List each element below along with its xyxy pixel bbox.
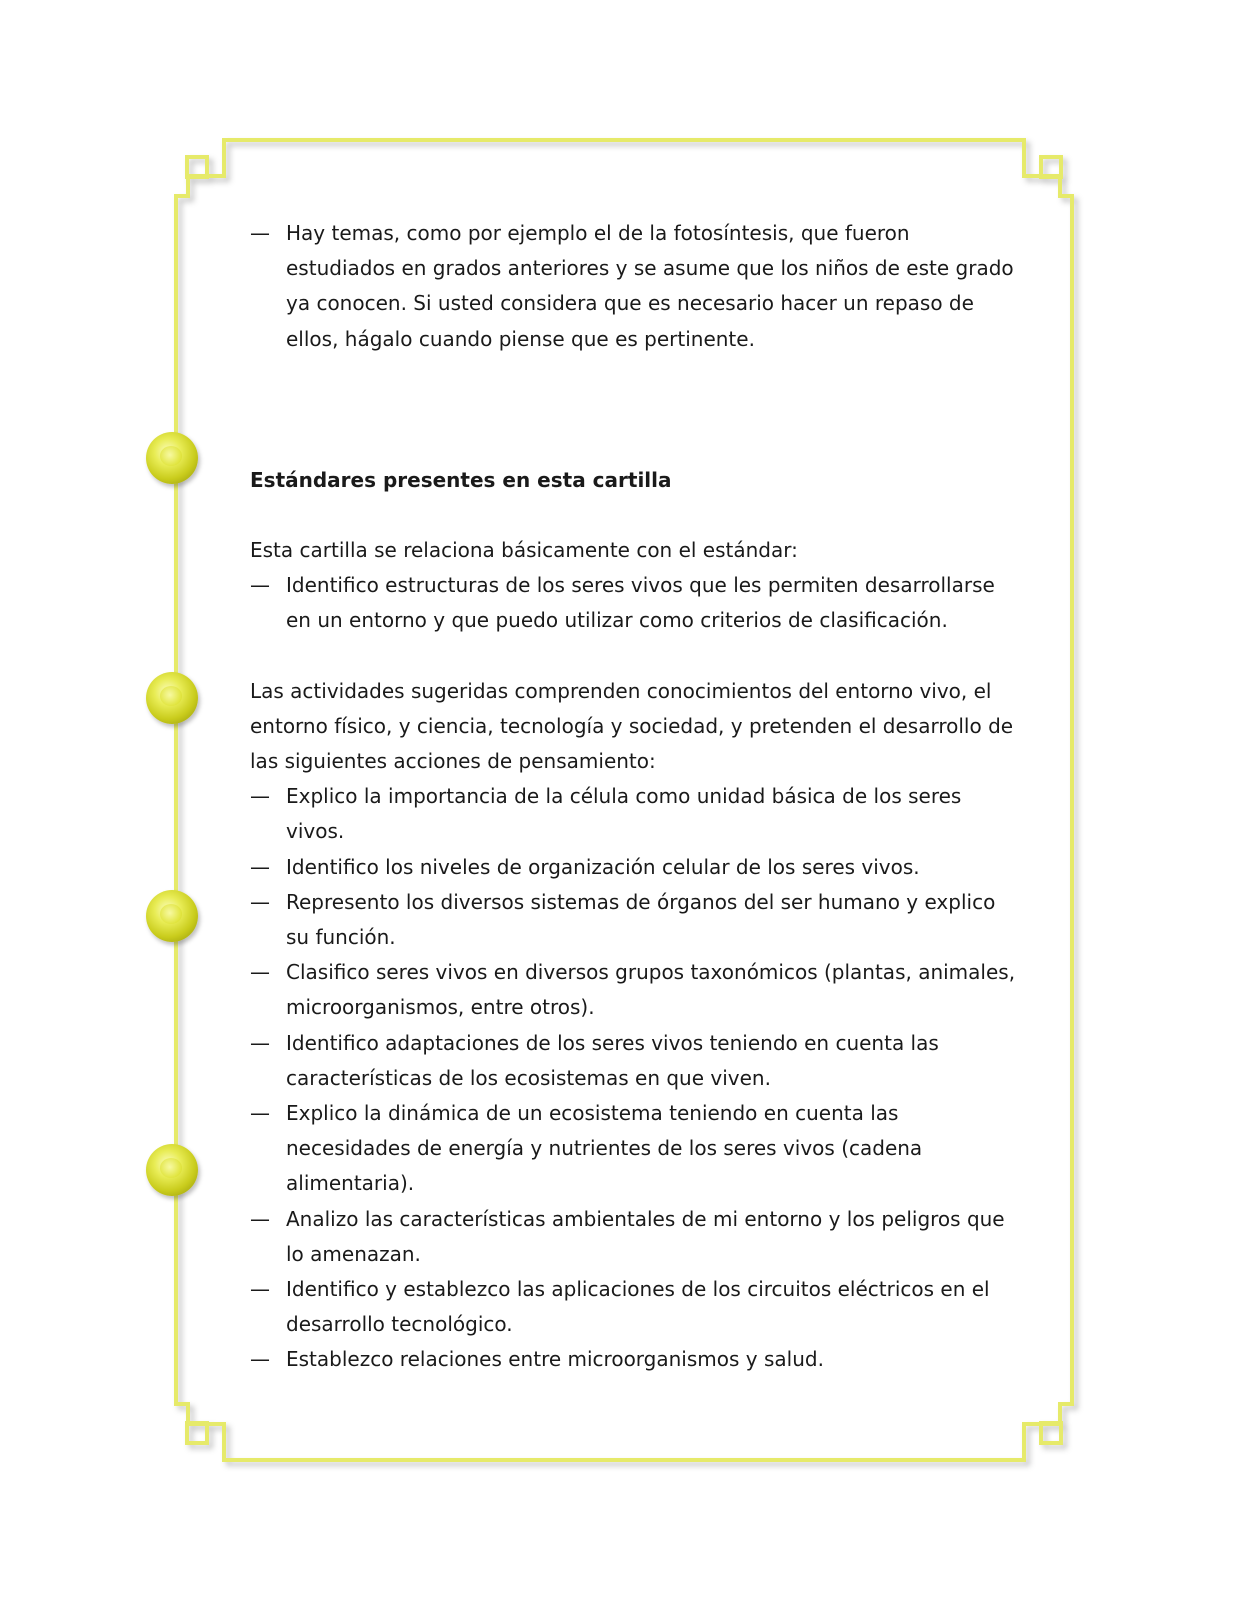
actions-list — [250, 779, 1020, 1377]
bead-decoration — [146, 890, 198, 942]
standard-list — [250, 568, 1020, 638]
list-item — [250, 1026, 1020, 1096]
list-item — [250, 1342, 1020, 1377]
list-item-text: Hay temas, como por ejemplo el de la fotosíntesis, que fueron estudiados en grados anteriores y se asume que los niños de este grado ya conocen. Si usted considera que es necesario hacer un repaso de ellos, hágalo cuando piense que es pertinente. — [286, 221, 1014, 351]
dash-marker: — — [250, 573, 270, 598]
list-item — [250, 1272, 1020, 1342]
list-item — [250, 955, 1020, 1025]
list-item-text: Identifico y establezco las aplicaciones de los circuitos eléctricos en el desarrollo tecnológico. — [286, 1277, 990, 1337]
section-heading: Estándares presentes en esta cartilla — [250, 467, 672, 492]
content-area — [250, 216, 1020, 1378]
list-item-text: Explico la importancia de la célula como unidad básica de los seres vivos. — [286, 784, 962, 844]
dash-marker: — — [250, 889, 270, 914]
list-item-text: Analizo las características ambientales de mi entorno y los peligros que lo amenazan. — [286, 1206, 1005, 1266]
list-item-text: Identifico estructuras de los seres vivos que les permiten desarrollarse en un entorno y que puedo utilizar como criterios de clasificación. — [286, 573, 995, 633]
bead-decoration — [146, 672, 198, 724]
dash-marker: — — [250, 1101, 270, 1126]
dash-marker: — — [250, 1277, 270, 1302]
list-item-text: Represento los diversos sistemas de órganos del ser humano y explico su función. — [286, 889, 996, 950]
activities-paragraph: Las actividades sugeridas comprenden conocimientos del entorno vivo, el entorno físico, y ciencia, tecnología y sociedad, y pretenden el desarrollo de las siguientes acciones de pensamiento: — [250, 678, 1014, 774]
dash-marker: — — [250, 1347, 270, 1372]
dash-marker: — — [250, 960, 270, 985]
list-item — [250, 850, 1020, 885]
list-item — [250, 779, 1020, 849]
dash-marker: — — [250, 784, 270, 809]
dash-marker: — — [250, 1206, 270, 1231]
intro-text: Esta cartilla se relaciona básicamente con el estándar: — [250, 538, 798, 563]
list-item — [250, 216, 1020, 357]
list-item — [250, 1096, 1020, 1202]
list-item-text: Identifico los niveles de organización celular de los seres vivos. — [286, 854, 920, 879]
list-item — [250, 885, 1020, 955]
list-item — [250, 1202, 1020, 1272]
list-item-text: Clasifico seres vivos en diversos grupos taxonómicos (plantas, animales, microorganismos, entre otros). — [286, 960, 1016, 1020]
dash-marker: — — [250, 221, 270, 245]
list-item-text: Identifico adaptaciones de los seres vivos teniendo en cuenta las características de los ecosistemas en que viven. — [286, 1030, 939, 1090]
bead-decoration — [146, 1144, 198, 1196]
list-item — [250, 568, 1020, 638]
dash-marker: — — [250, 854, 270, 879]
bead-decoration — [146, 432, 198, 484]
list-item-text: Explico la dinámica de un ecosistema teniendo en cuenta las necesidades de energía y nutrientes de los seres vivos (cadena alimentaria). — [286, 1101, 923, 1196]
dash-marker: — — [250, 1030, 270, 1055]
notes-list — [250, 216, 1020, 357]
list-item-text: Establezco relaciones entre microorganismos y salud. — [286, 1347, 824, 1372]
